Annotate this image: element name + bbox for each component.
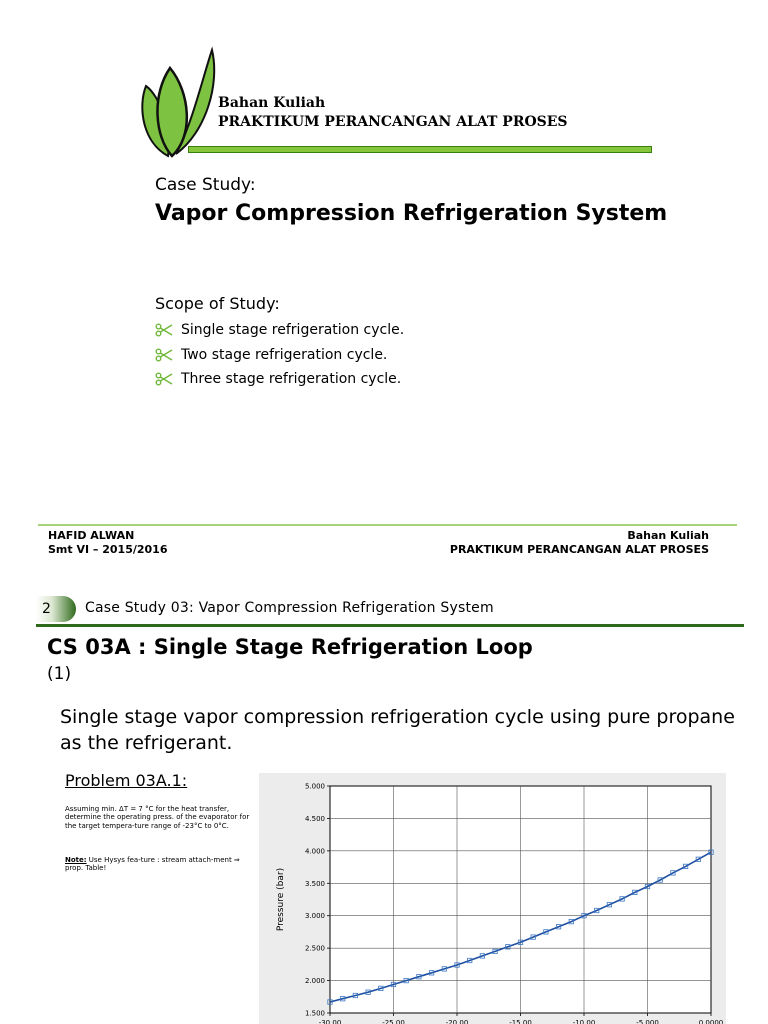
y-tick-label: 3.000 (304, 912, 325, 921)
header-line-1: Bahan Kuliah (218, 95, 326, 111)
scope-label: Scope of Study: (155, 294, 280, 313)
scissors-bullet-icon (155, 348, 181, 362)
footer-divider (38, 524, 737, 526)
list-item (155, 367, 404, 392)
x-tick-label: -5.000 (636, 1019, 659, 1024)
case-study-title: Vapor Compression Refrigeration System (155, 201, 668, 226)
scope-item-text: Three stage refrigeration cycle. (181, 371, 402, 388)
leaf-logo-icon (138, 44, 218, 160)
y-tick-label: 4.000 (304, 847, 325, 856)
x-tick-label: -30.00 (318, 1019, 342, 1024)
slide-description: Single stage vapor compression refrigeration cycle using pure propane as the refrigerant. (60, 706, 735, 754)
x-tick-label: -20.00 (445, 1019, 469, 1024)
y-tick-label: 3.500 (304, 879, 325, 888)
problem-label: Problem 03A.1: (65, 771, 188, 790)
slide-header-divider (36, 624, 744, 627)
pressure-chart (259, 773, 726, 1024)
footer-course-line-2: PRAKTIKUM PERANCANGAN ALAT PROSES (449, 543, 709, 556)
x-tick-label: -15.00 (509, 1019, 532, 1024)
slide-header: Case Study 03: Vapor Compression Refrigeration System (85, 600, 494, 616)
footer-course-line-1: Bahan Kuliah (627, 529, 709, 542)
x-tick-label: 0.0000 (698, 1019, 724, 1024)
y-tick-label: 2.000 (304, 977, 325, 986)
problem-text: Assuming min. ΔT = 7 °C for the heat transfer, determine the operating press. of the evaporator for the target tempera-ture range of -23°C to 0°C. (65, 805, 250, 830)
problem-note (65, 856, 250, 873)
y-axis-label: Pressure (bar) (276, 867, 286, 932)
scissors-bullet-icon (155, 323, 181, 337)
header-divider (188, 146, 652, 153)
y-tick-label: 2.500 (304, 944, 325, 953)
y-tick-label: 5.000 (304, 782, 325, 791)
scope-item-text: Single stage refrigeration cycle. (181, 322, 405, 339)
slide-number: 2 (42, 601, 51, 617)
footer-term: Smt VI – 2015/2016 (48, 543, 168, 556)
case-study-label: Case Study: (155, 175, 256, 195)
scope-list (155, 318, 404, 392)
list-item (155, 343, 404, 368)
scissors-bullet-icon (155, 372, 181, 386)
note-label: Note: (65, 856, 87, 864)
x-tick-label: -10.00 (572, 1019, 596, 1024)
pressure-chart-panel (259, 773, 726, 1024)
slide-title-number: (1) (47, 664, 72, 684)
y-tick-label: 4.500 (304, 814, 325, 823)
scope-item-text: Two stage refrigeration cycle. (181, 346, 388, 363)
x-tick-label: -25.00 (382, 1019, 405, 1024)
slide-title: CS 03A : Single Stage Refrigeration Loop (47, 635, 533, 659)
note-text: Use Hysys fea-ture : stream attach-ment ⇒ prop. Table! (65, 856, 240, 873)
header-line-2: PRAKTIKUM PERANCANGAN ALAT PROSES (218, 114, 568, 130)
list-item (155, 318, 404, 343)
y-tick-label: 1.500 (304, 1009, 325, 1018)
footer-author: HAFID ALWAN (48, 529, 135, 542)
